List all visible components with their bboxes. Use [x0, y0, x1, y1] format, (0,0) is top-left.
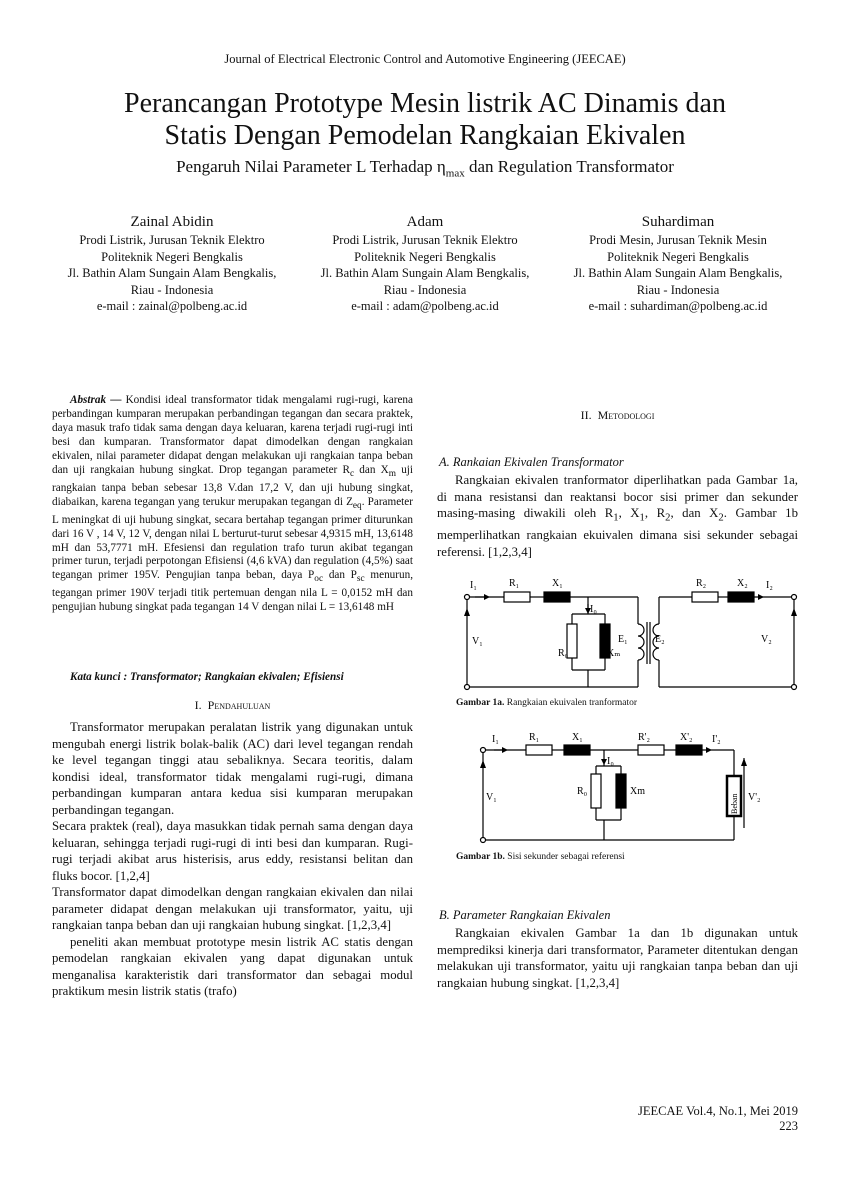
- abstract-label: Abstrak: [70, 394, 107, 406]
- subsection-b-body: Rangkaian ekivalen Gambar 1a dan 1b digunakan untuk memprediksi kinerja dari transformator, Parameter ditentukan dengan melakukan uji transformator, yaitu uji rangkaian tanpa beban dan uji rangkaian hubung singkat. [1,2,3,4]: [437, 926, 798, 990]
- r2p-resistor: [638, 745, 664, 755]
- author-inst: Politeknik Negeri Bengkalis: [101, 249, 243, 264]
- author-addr: Riau - Indonesia: [383, 282, 467, 297]
- abstract-sub: oc: [314, 574, 324, 585]
- author-addr: Riau - Indonesia: [130, 282, 214, 297]
- author-inst: Politeknik Negeri Bengkalis: [607, 249, 749, 264]
- label-load: Beban: [730, 793, 739, 814]
- label-e1: E₁: [618, 634, 628, 645]
- subtitle-pre: Pengaruh Nilai Parameter L Terhadap η: [176, 157, 446, 176]
- section-number: I.: [194, 698, 202, 712]
- abstract-text: menurun, tegangan primer 190V terjadi titik pertemuan dengan nila L = 0,0152 mH dan pengujian hubung singkat pada tegangan 14 V dengan nilai L = 13,6148 mH: [52, 569, 413, 614]
- abstract-sub: sc: [356, 574, 365, 585]
- subsection-a-heading: A. Rankaian Ekivalen Transformator: [439, 455, 624, 469]
- subsection-a-body: [437, 472, 798, 560]
- section-title: Pendahuluan: [207, 698, 271, 712]
- label-x1: X₁: [552, 578, 563, 589]
- label-v2p: V'₂: [748, 792, 761, 803]
- caption-label: Gambar 1a.: [456, 698, 505, 708]
- caption-text: Sisi sekunder sebagai referensi: [504, 852, 625, 862]
- figure-1a-caption: [456, 698, 637, 708]
- label-r0: R₀: [558, 648, 569, 659]
- author-block-3: [548, 212, 808, 315]
- paragraph-sub: 2: [665, 512, 671, 524]
- author-email: e-mail : suhardiman@polbeng.ac.id: [588, 299, 768, 313]
- figure-1a-circuit: [460, 572, 800, 692]
- paragraph-text: , dan X: [670, 506, 719, 520]
- section-number: II.: [580, 408, 592, 422]
- footer-volume: JEECAE Vol.4, No.1, Mei 2019: [638, 1104, 798, 1118]
- title-line-1: Perancangan Prototype Mesin listrik AC Dinamis dan: [124, 88, 726, 119]
- label-v1: V₁: [486, 792, 497, 803]
- label-x2p: X'₂: [680, 732, 693, 743]
- label-i2: I₂: [766, 580, 773, 591]
- x2-reactor: [728, 592, 754, 602]
- paragraph-text: , R: [644, 506, 666, 520]
- author-addr: Riau - Indonesia: [636, 282, 720, 297]
- author-addr: Jl. Bathin Alam Sungain Alam Bengkalis,: [320, 266, 530, 280]
- paper-title: [0, 88, 850, 152]
- abstract-text: uji rangkaian tanpa beban sebesar 13,8 V.dan 17,2 V, dan uji hubung singkat, diabaikan, karena tegangan yang terukur merupakan tegangan di Z: [52, 463, 414, 508]
- caption-label: Gambar 1b.: [456, 852, 505, 862]
- abstract-text: dan X: [354, 463, 389, 476]
- label-r2: R₂: [696, 578, 707, 589]
- abstract-text: . Parameter L meningkat di uji hubung singkat, secara bertahap tegangan primer diturunkan dari 16 V , 14 V, 12 V, dengan nilai L berturut-turut sebesar 4,9315 mH, 13,6148 mH dan 53,7771 mH. Efesiensi dan regulation trafo turun akibat tegangan primer turun, terjadi perpotongan Efisiensi (4,6 kVA) dan regulation (4,5%) saat tegangan primer 195V. Pengujian tanpa beban, daya P: [52, 495, 413, 582]
- paragraph: Transformator merupakan peralatan listrik yang digunakan untuk mengubah energi listrik bolak-balik (AC) dari level tegangan rendah ke level tegangan tinggi atau sebaliknya. Secara teoritis, dalam kondisi ideal, transformator tidak mengalami rugi-rugi, dimana perbandingan kumparan antara kedua sisi kumparan merupakan perbandingan tegangan.: [52, 720, 413, 817]
- paragraph-sub: 1: [613, 512, 619, 524]
- label-i0: I₀: [607, 756, 614, 767]
- section-1-heading: [52, 698, 413, 713]
- author-name: Suhardiman: [641, 214, 715, 230]
- label-v2: V₂: [761, 634, 772, 645]
- paragraph: Secara praktek (real), daya masukkan tidak pernah sama dengan daya keluaran, sehingga terjadi rugi-rugi di inti besi dan kumparan. Rugi-rugi terjadi akibat arus histerisis, arus eddy, resistansi belitan dan fluks bocor. [1,2,4]: [52, 819, 413, 883]
- label-e2: E₂: [655, 634, 665, 645]
- subtitle-post: dan Regulation Transformator: [464, 157, 674, 176]
- r0-resistor: [567, 624, 577, 658]
- abstract-dash: —: [106, 394, 126, 406]
- abstract-text: Kondisi ideal transformator tidak mengalami rugi-rugi, karena perbandingan kumparan merupakan perbandingan tegangan dan secara praktek, daya masuk trafo tidak sama dengan daya keluaran, karena terjadi rugi-rugi inti besi dan kumparan. Transformator dapat dimodelkan dengan rangkaian ekivalen, nilai parameter didapat dengan melakukan uji rangkaian tanpa beban dan uji rangkaian hubung singkat. Drop tegangan parameter R: [52, 394, 413, 476]
- label-i1: I₁: [492, 734, 499, 745]
- caption-text: Rangkaian ekuivalen tranformator: [504, 698, 638, 708]
- r2-resistor: [692, 592, 718, 602]
- author-addr: Jl. Bathin Alam Sungain Alam Bengkalis,: [573, 266, 783, 280]
- paragraph-text: , X: [618, 506, 640, 520]
- subsection-b-heading: B. Parameter Rangkaian Ekivalen: [439, 908, 611, 922]
- label-xm: Xₘ: [607, 648, 621, 659]
- x2p-reactor: [676, 745, 702, 755]
- author-block-2: [295, 212, 555, 315]
- abstract-text: dan P: [323, 569, 357, 582]
- abstract-sub: eq: [352, 500, 362, 511]
- author-block-1: [42, 212, 302, 315]
- paragraph: peneliti akan membuat prototype mesin listrik AC statis dengan pemodelan rangkaian ekivalen yang dapat digunakan untuk menganalisa karakteristik dari transformator dan sebagai modul praktikum mesin listrik statis (trafo): [52, 934, 413, 998]
- author-inst: Politeknik Negeri Bengkalis: [354, 249, 496, 264]
- subtitle-sub: max: [445, 167, 465, 180]
- r0-resistor: [591, 774, 601, 808]
- author-email: e-mail : adam@polbeng.ac.id: [351, 299, 499, 313]
- author-dept: Prodi Mesin, Jurusan Teknik Mesin: [589, 233, 767, 247]
- paragraph-sub: 2: [718, 512, 724, 524]
- xm-reactor: [616, 774, 626, 808]
- paragraph-text: . Gambar 1b memperlihatkan rangkaian ekuivalen dimana sisi sekunder sebagai referensi. [1,2,3,4]: [437, 506, 798, 559]
- author-email: e-mail : zainal@polbeng.ac.id: [96, 299, 248, 313]
- abstract: [52, 394, 413, 615]
- author-dept: Prodi Listrik, Jurusan Teknik Elektro: [332, 233, 518, 247]
- author-addr: Jl. Bathin Alam Sungain Alam Bengkalis,: [67, 266, 277, 280]
- section-2-heading: [437, 408, 798, 423]
- section-1-body: [52, 719, 413, 1000]
- title-line-2: Statis Dengan Pemodelan Rangkaian Ekivalen: [164, 120, 686, 151]
- label-i1: I₁: [470, 580, 477, 591]
- label-i0: I₀: [590, 604, 597, 615]
- abstract-sub: c: [349, 468, 355, 479]
- label-x1: X₁: [572, 732, 583, 743]
- r1-resistor: [526, 745, 552, 755]
- r1-resistor: [504, 592, 530, 602]
- paper-subtitle: [0, 157, 850, 179]
- figure-1b-circuit: [476, 728, 776, 848]
- x1-reactor: [564, 745, 590, 755]
- abstract-sub: m: [388, 468, 396, 479]
- x1-reactor: [544, 592, 570, 602]
- journal-header: Journal of Electrical Electronic Control and Automotive Engineering (JEECAE): [224, 52, 626, 66]
- paragraph-sub: 1: [639, 512, 645, 524]
- figure-1b-caption: [456, 852, 625, 862]
- label-r0: R₀: [577, 786, 588, 797]
- label-v1: V₁: [472, 636, 483, 647]
- paragraph: Transformator dapat dimodelkan dengan rangkaian ekivalen dan nilai parameter didapat dengan melakukan uji transformator, yaitu, uji rangkaian tanpa beban dan uji rangkaian hubung singkat. [1,2,3,4]: [52, 885, 413, 932]
- author-name: Adam: [406, 214, 444, 230]
- section-title: Metodologi: [597, 408, 655, 422]
- label-r1: R₁: [529, 732, 540, 743]
- keywords: Kata kunci : Transformator; Rangkaian ekivalen; Efisiensi: [70, 671, 344, 683]
- label-x2: X₂: [737, 578, 748, 589]
- label-xm: Xm: [630, 786, 645, 797]
- page-number: 223: [779, 1119, 798, 1133]
- label-r1: R₁: [509, 578, 520, 589]
- label-i2p: I'₂: [712, 734, 721, 745]
- paragraph-text: Rangkaian ekivalen tranformator diperlihatkan pada Gambar 1a, di mana resistansi dan reaktansi bocor sisi primer dan sekunder masing-masing diwakili oleh R: [437, 473, 798, 520]
- author-name: Zainal Abidin: [130, 214, 214, 230]
- label-r2p: R'₂: [638, 732, 650, 743]
- page-footer: [638, 1104, 798, 1134]
- author-dept: Prodi Listrik, Jurusan Teknik Elektro: [79, 233, 265, 247]
